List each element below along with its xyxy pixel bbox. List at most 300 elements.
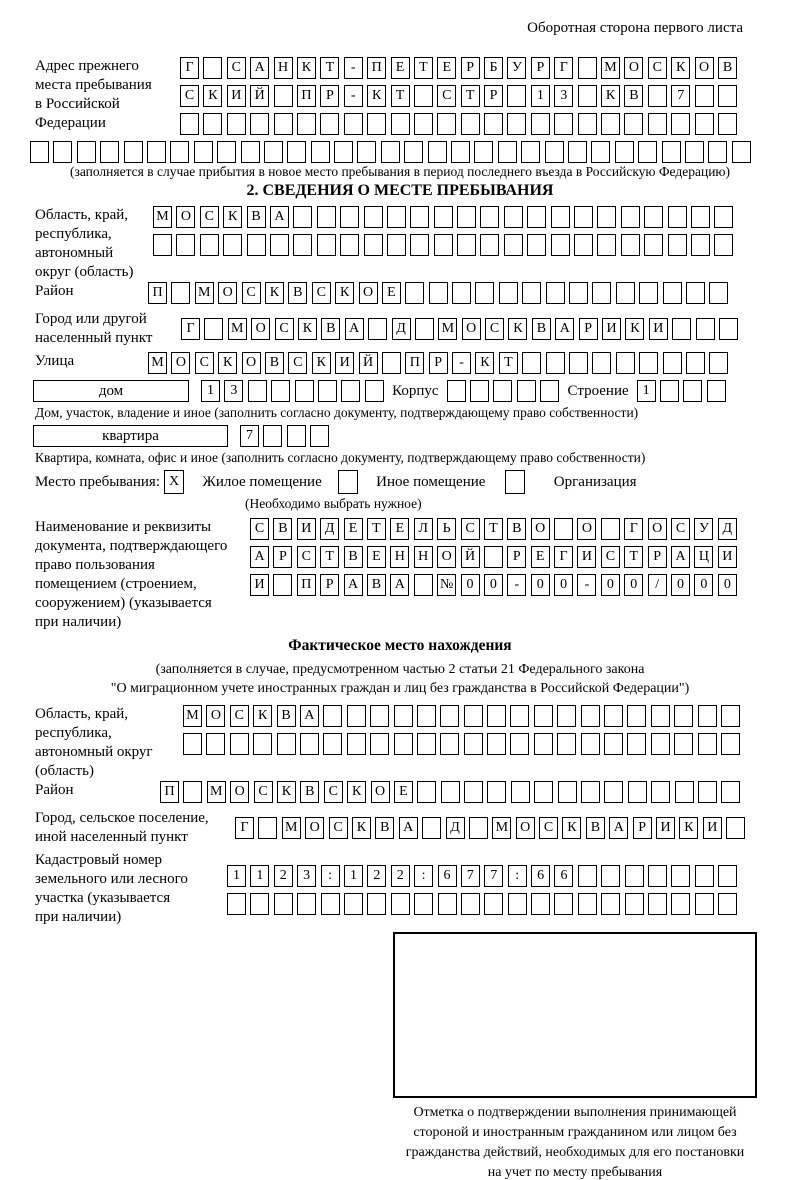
- apartment-cells: [240, 425, 334, 447]
- label-line: право пользования: [35, 557, 155, 573]
- char-cell: [310, 425, 329, 447]
- char-cell: [639, 352, 658, 374]
- char-cell: К: [601, 85, 620, 107]
- char-cell: В: [624, 85, 643, 107]
- char-cell: К: [223, 206, 242, 228]
- document-row-2: [250, 546, 741, 568]
- char-cell: В: [265, 352, 284, 374]
- char-cell: [601, 518, 620, 540]
- char-cell: С: [180, 85, 199, 107]
- char-cell: [558, 781, 577, 803]
- char-cell: Д: [392, 318, 411, 340]
- char-cell: М: [228, 318, 247, 340]
- char-cell: К: [312, 352, 331, 374]
- char-cell: С: [297, 546, 316, 568]
- char-cell: [176, 234, 195, 256]
- char-cell: -: [452, 352, 471, 374]
- house-box: дом: [33, 380, 189, 402]
- char-cell: [648, 893, 667, 915]
- char-cell: -: [507, 574, 526, 596]
- char-cell: М: [438, 318, 457, 340]
- char-cell: [404, 141, 423, 163]
- char-cell: Б: [484, 57, 503, 79]
- char-cell: В: [507, 518, 526, 540]
- char-cell: А: [344, 574, 363, 596]
- house-caption: Дом, участок, владение и иное (заполнить согласно документу, подтверждающему право собственности): [35, 405, 639, 420]
- label-line: иной населенный пункт: [35, 829, 188, 845]
- char-cell: [318, 380, 337, 402]
- char-cell: О: [648, 518, 667, 540]
- label-line: при наличии): [35, 909, 122, 925]
- char-cell: С: [601, 546, 620, 568]
- char-cell: М: [601, 57, 620, 79]
- char-cell: [440, 733, 459, 755]
- char-cell: [417, 705, 436, 727]
- char-cell: А: [345, 318, 364, 340]
- char-cell: [204, 318, 223, 340]
- char-cell: [274, 113, 293, 135]
- char-cell: С: [200, 206, 219, 228]
- char-cell: [597, 206, 616, 228]
- char-cell: [651, 705, 670, 727]
- char-cell: [569, 282, 588, 304]
- label-line: автономный округ: [35, 744, 153, 760]
- char-cell: [709, 282, 728, 304]
- char-cell: [534, 705, 553, 727]
- actual-region-label: [35, 705, 183, 781]
- char-cell: Т: [484, 518, 503, 540]
- char-cell: К: [671, 57, 690, 79]
- city-label: [35, 310, 181, 348]
- char-cell: [180, 113, 199, 135]
- city-row: [181, 318, 742, 340]
- char-cell: 0: [718, 574, 737, 596]
- char-cell: [200, 234, 219, 256]
- char-cell: [718, 113, 737, 135]
- char-cell: В: [586, 817, 605, 839]
- char-cell: [183, 733, 202, 755]
- char-cell: [248, 380, 267, 402]
- char-cell: [686, 352, 705, 374]
- label-line: автономный: [35, 245, 114, 261]
- char-cell: [461, 893, 480, 915]
- char-cell: [323, 733, 342, 755]
- label-line: места пребывания: [35, 77, 152, 93]
- char-cell: [474, 141, 493, 163]
- char-cell: [721, 705, 740, 727]
- korpus-cells: [447, 380, 564, 402]
- char-cell: П: [160, 781, 179, 803]
- stamp-box: [393, 932, 757, 1098]
- char-cell: Д: [446, 817, 465, 839]
- document-rows: [250, 518, 741, 602]
- char-cell: [487, 781, 506, 803]
- stamp-caption: [375, 1103, 775, 1180]
- char-cell: [493, 380, 512, 402]
- char-cell: [574, 206, 593, 228]
- actual-region-row-1: [183, 705, 744, 727]
- char-cell: [368, 318, 387, 340]
- char-cell: [718, 893, 737, 915]
- char-cell: [414, 85, 433, 107]
- char-cell: [381, 141, 400, 163]
- char-cell: 6: [531, 865, 550, 887]
- char-cell: [534, 733, 553, 755]
- char-cell: О: [171, 352, 190, 374]
- char-cell: А: [399, 817, 418, 839]
- char-cell: -: [344, 85, 363, 107]
- char-cell: Й: [359, 352, 378, 374]
- char-cell: Т: [367, 518, 386, 540]
- prev-address-row-2: [180, 85, 741, 107]
- actual-district-block: [35, 781, 800, 809]
- label-line: на учет по месту пребывания: [487, 1165, 663, 1180]
- char-cell: [591, 141, 610, 163]
- char-cell: [391, 893, 410, 915]
- char-cell: Е: [437, 57, 456, 79]
- char-cell: П: [297, 85, 316, 107]
- char-cell: [334, 141, 353, 163]
- char-cell: [147, 141, 166, 163]
- char-cell: [367, 113, 386, 135]
- char-cell: [671, 893, 690, 915]
- char-cell: С: [671, 518, 690, 540]
- char-cell: [300, 733, 319, 755]
- stroenie-label: Строение: [567, 382, 629, 399]
- char-cell: 6: [554, 865, 573, 887]
- char-cell: И: [577, 546, 596, 568]
- actual-city-label: [35, 809, 235, 847]
- char-cell: С: [242, 282, 261, 304]
- char-cell: [487, 733, 506, 755]
- char-cell: [387, 234, 406, 256]
- char-cell: О: [359, 282, 378, 304]
- char-cell: П: [148, 282, 167, 304]
- char-cell: [627, 705, 646, 727]
- char-cell: [698, 705, 717, 727]
- char-cell: 1: [637, 380, 656, 402]
- char-cell: И: [335, 352, 354, 374]
- char-cell: [651, 781, 670, 803]
- char-cell: [264, 141, 283, 163]
- char-cell: [668, 206, 687, 228]
- char-cell: [721, 781, 740, 803]
- house-row: [33, 380, 800, 402]
- char-cell: К: [562, 817, 581, 839]
- char-cell: И: [602, 318, 621, 340]
- char-cell: М: [153, 206, 172, 228]
- street-row: [148, 352, 733, 374]
- char-cell: О: [371, 781, 390, 803]
- char-cell: О: [695, 57, 714, 79]
- document-block: [35, 518, 800, 632]
- char-cell: Е: [531, 546, 550, 568]
- char-cell: [546, 282, 565, 304]
- char-cell: [438, 893, 457, 915]
- char-cell: [504, 206, 523, 228]
- char-cell: [320, 113, 339, 135]
- char-cell: [171, 282, 190, 304]
- char-cell: 0: [484, 574, 503, 596]
- char-cell: [663, 352, 682, 374]
- char-cell: Ц: [694, 546, 713, 568]
- char-cell: Р: [531, 57, 550, 79]
- char-cell: [511, 781, 530, 803]
- char-cell: [297, 113, 316, 135]
- actual-location-title: Фактическое место нахождения: [288, 637, 512, 654]
- char-cell: И: [703, 817, 722, 839]
- char-cell: [568, 141, 587, 163]
- char-cell: [671, 113, 690, 135]
- char-cell: Т: [320, 546, 339, 568]
- label-line: (область): [35, 763, 94, 779]
- char-cell: С: [288, 352, 307, 374]
- char-cell: [639, 282, 658, 304]
- char-cell: [367, 893, 386, 915]
- stay-place-hint: (Необходимо выбрать нужное): [245, 496, 422, 511]
- char-cell: [417, 781, 436, 803]
- char-cell: [628, 781, 647, 803]
- label-line: республика,: [35, 226, 112, 242]
- label-line: "О миграционном учете иностранных граждан и лиц без гражданства в Российской Федерации"): [110, 681, 690, 696]
- char-cell: [441, 781, 460, 803]
- label-line: Федерации: [35, 115, 106, 131]
- char-cell: [638, 141, 657, 163]
- actual-location-note: [0, 660, 800, 698]
- char-cell: [625, 893, 644, 915]
- char-cell: К: [203, 85, 222, 107]
- house-number-cells: [201, 380, 388, 402]
- char-cell: К: [475, 352, 494, 374]
- label-line: Кадастровый номер: [35, 852, 162, 868]
- char-cell: [365, 380, 384, 402]
- label-line: Область, край,: [35, 706, 129, 722]
- apartment-row: [33, 425, 800, 447]
- char-cell: Р: [633, 817, 652, 839]
- char-cell: [616, 352, 635, 374]
- char-cell: [405, 282, 424, 304]
- checkbox-organization: [505, 470, 525, 494]
- char-cell: У: [507, 57, 526, 79]
- prev-address-row-3: [180, 113, 741, 135]
- char-cell: [297, 893, 316, 915]
- char-cell: :: [321, 865, 340, 887]
- char-cell: О: [624, 57, 643, 79]
- district-label: Район: [35, 283, 74, 299]
- char-cell: [499, 282, 518, 304]
- char-cell: [451, 141, 470, 163]
- char-cell: О: [462, 318, 481, 340]
- char-cell: Г: [554, 57, 573, 79]
- char-cell: Р: [429, 352, 448, 374]
- char-cell: Е: [394, 781, 413, 803]
- char-cell: К: [298, 318, 317, 340]
- char-cell: К: [297, 57, 316, 79]
- char-cell: 0: [461, 574, 480, 596]
- char-cell: В: [532, 318, 551, 340]
- char-cell: [574, 234, 593, 256]
- prev-address-row-4: [30, 141, 800, 163]
- char-cell: К: [253, 705, 272, 727]
- char-cell: [554, 113, 573, 135]
- char-cell: [457, 206, 476, 228]
- char-cell: [464, 705, 483, 727]
- street-label: Улица: [35, 353, 75, 369]
- char-cell: [382, 352, 401, 374]
- char-cell: С: [254, 781, 273, 803]
- char-cell: [475, 282, 494, 304]
- char-cell: [498, 141, 517, 163]
- char-cell: О: [176, 206, 195, 228]
- char-cell: А: [390, 574, 409, 596]
- char-cell: [457, 234, 476, 256]
- char-cell: [414, 574, 433, 596]
- char-cell: Ь: [437, 518, 456, 540]
- char-cell: [504, 234, 523, 256]
- char-cell: [487, 705, 506, 727]
- char-cell: [469, 817, 488, 839]
- char-cell: [597, 234, 616, 256]
- cadastral-row-2: [227, 893, 742, 915]
- char-cell: [461, 113, 480, 135]
- char-cell: [227, 893, 246, 915]
- actual-region-row-2: [183, 733, 744, 755]
- prev-address-row-1: [180, 57, 741, 79]
- char-cell: С: [329, 817, 348, 839]
- cadastral-rows: [227, 851, 742, 921]
- char-cell: [521, 141, 540, 163]
- char-cell: Т: [624, 546, 643, 568]
- char-cell: [517, 380, 536, 402]
- char-cell: 0: [601, 574, 620, 596]
- char-cell: Г: [235, 817, 254, 839]
- region-row-1: [153, 206, 738, 228]
- char-cell: [258, 817, 277, 839]
- char-cell: [311, 141, 330, 163]
- stamp-area: [375, 932, 775, 1180]
- char-cell: [621, 234, 640, 256]
- char-cell: [551, 206, 570, 228]
- char-cell: [672, 318, 691, 340]
- char-cell: Р: [484, 85, 503, 107]
- char-cell: Т: [320, 57, 339, 79]
- char-cell: [604, 781, 623, 803]
- char-cell: [422, 817, 441, 839]
- char-cell: [674, 733, 693, 755]
- char-cell: [691, 234, 710, 256]
- char-cell: К: [508, 318, 527, 340]
- char-cell: [644, 206, 663, 228]
- char-cell: И: [718, 546, 737, 568]
- label-line: документа, подтверждающего: [35, 538, 228, 554]
- char-cell: [452, 282, 471, 304]
- char-cell: [484, 113, 503, 135]
- char-cell: 0: [554, 574, 573, 596]
- char-cell: [578, 893, 597, 915]
- char-cell: [531, 113, 550, 135]
- char-cell: С: [437, 85, 456, 107]
- char-cell: 1: [344, 865, 363, 887]
- char-cell: [253, 733, 272, 755]
- char-cell: О: [251, 318, 270, 340]
- char-cell: [271, 380, 290, 402]
- char-cell: [394, 733, 413, 755]
- char-cell: П: [405, 352, 424, 374]
- char-cell: О: [516, 817, 535, 839]
- char-cell: [434, 206, 453, 228]
- region-block: [35, 206, 800, 282]
- apartment-caption: Квартира, комната, офис и иное (заполнить согласно документу, подтверждающему право собственности): [35, 450, 646, 465]
- char-cell: О: [230, 781, 249, 803]
- char-cell: [709, 352, 728, 374]
- char-cell: [510, 705, 529, 727]
- char-cell: [203, 113, 222, 135]
- char-cell: А: [250, 546, 269, 568]
- char-cell: В: [288, 282, 307, 304]
- char-cell: 1: [250, 865, 269, 887]
- region-rows: [153, 206, 738, 262]
- char-cell: [721, 733, 740, 755]
- char-cell: А: [609, 817, 628, 839]
- label-line: Город или другой: [35, 311, 147, 327]
- char-cell: [230, 733, 249, 755]
- district-row: [148, 282, 733, 304]
- checkbox-other-premises: [338, 470, 358, 494]
- label-line: Город, сельское поселение,: [35, 810, 209, 826]
- char-cell: [546, 352, 565, 374]
- stay-place-label: Место пребывания:: [35, 473, 160, 490]
- char-cell: Г: [554, 546, 573, 568]
- region-row-2: [153, 234, 738, 256]
- char-cell: 7: [671, 85, 690, 107]
- char-cell: [627, 733, 646, 755]
- char-cell: 7: [484, 865, 503, 887]
- char-cell: С: [230, 705, 249, 727]
- char-cell: [616, 282, 635, 304]
- char-cell: [170, 141, 189, 163]
- char-cell: [340, 234, 359, 256]
- actual-district-label: Район: [35, 782, 74, 798]
- char-cell: [429, 282, 448, 304]
- char-cell: [394, 705, 413, 727]
- stroenie-cells: [637, 380, 731, 402]
- char-cell: [323, 705, 342, 727]
- char-cell: [344, 113, 363, 135]
- char-cell: В: [321, 318, 340, 340]
- char-cell: К: [679, 817, 698, 839]
- char-cell: [317, 206, 336, 228]
- checkbox-residential: X: [164, 470, 184, 494]
- char-cell: [718, 865, 737, 887]
- char-cell: [668, 234, 687, 256]
- char-cell: [624, 113, 643, 135]
- char-cell: [273, 574, 292, 596]
- char-cell: [287, 141, 306, 163]
- char-cell: [317, 234, 336, 256]
- cadastral-row-1: [227, 865, 742, 887]
- char-cell: [671, 865, 690, 887]
- char-cell: [648, 865, 667, 887]
- char-cell: Н: [390, 546, 409, 568]
- char-cell: 0: [671, 574, 690, 596]
- document-row-1: [250, 518, 741, 540]
- char-cell: В: [277, 705, 296, 727]
- char-cell: [484, 893, 503, 915]
- char-cell: И: [227, 85, 246, 107]
- char-cell: [569, 352, 588, 374]
- char-cell: [508, 893, 527, 915]
- char-cell: 0: [531, 574, 550, 596]
